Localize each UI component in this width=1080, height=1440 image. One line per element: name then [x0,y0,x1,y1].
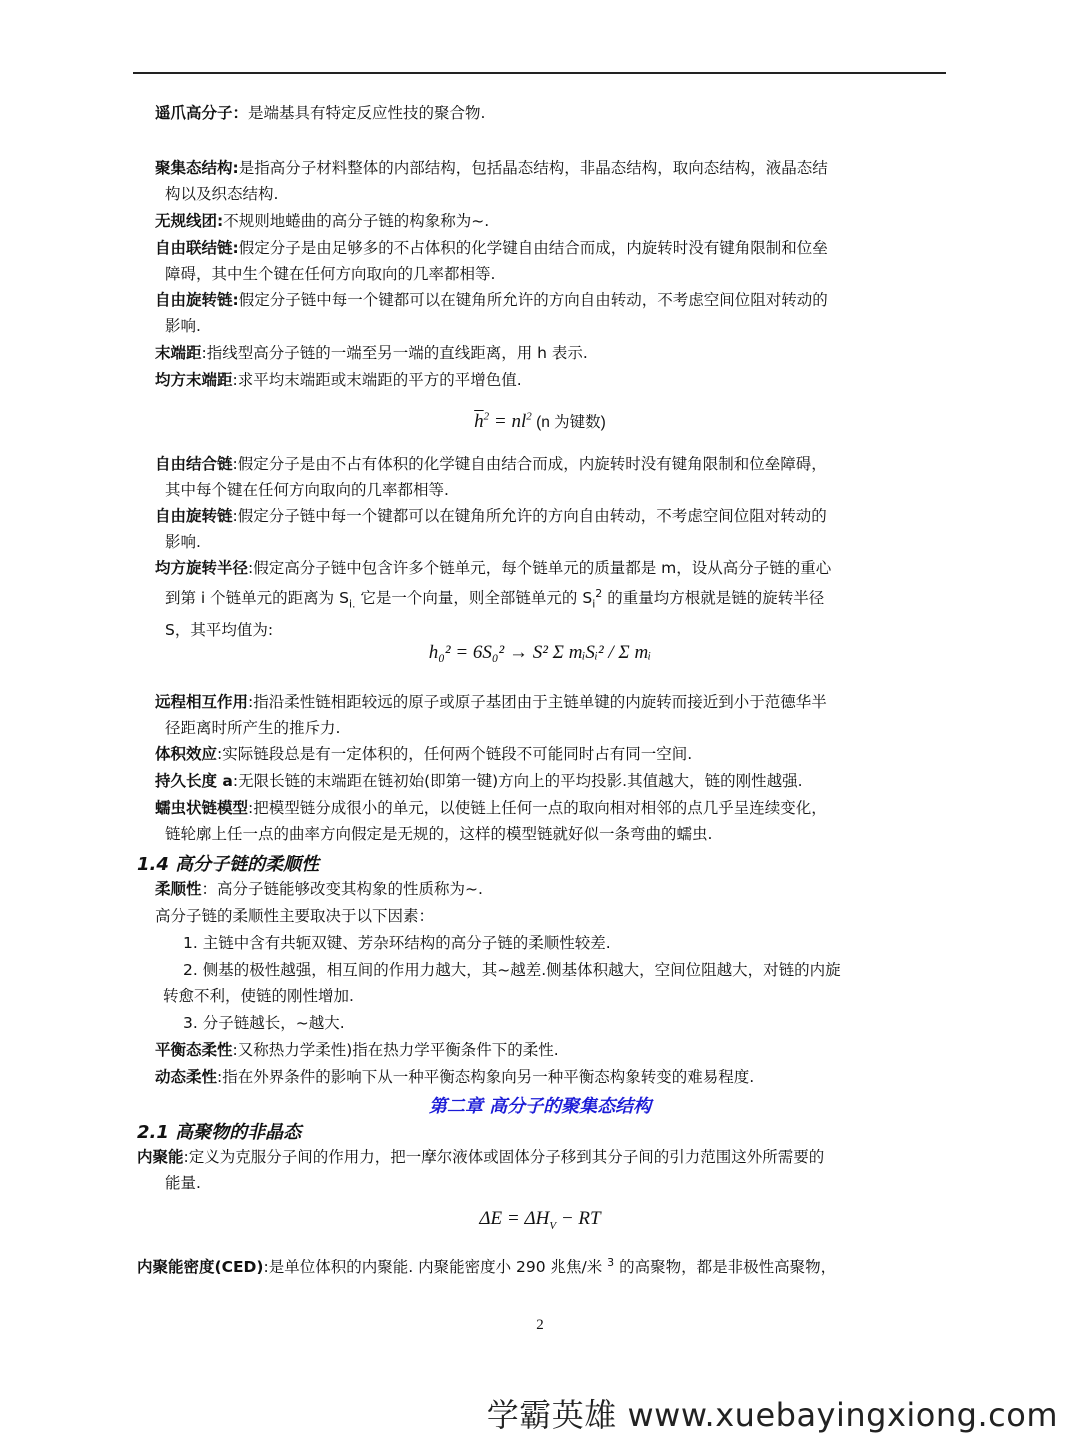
formula-radius: h₀² = 6S₀² → S² Σ mᵢSᵢ² / Σ mᵢ [428,642,652,663]
formula-cohesive-energy: $\Delta E = \Delta H_V$ − RT [479,1208,601,1232]
entry-telechelic: 遥爪高分子：是端基具有特定反应性技的聚合物. [155,104,486,122]
entry-aggregate-structure: 聚集态结构:是指高分子材料整体的内部结构，包括晶态结构，非晶态结构，取向态结构，液晶态结 构以及织态结构. [155,159,828,203]
flex-item-3: 3. 分子链越长，~越大. [183,1014,345,1032]
entry-radius-of-gyration: 均方旋转半径:假定高分子链中包含许多个链单元，每个链单元的质量都是 m，设从高分子链的重心 到第 i 个链单元的距离为 $S_{i.}$ 它是一个向量，则全部链单元的 $S_i^2$ 的重量均方根就是链的旋转半径 S，其平均值为: [155,559,832,640]
section-heading-1-4: 1.4 高分子链的柔顺性 [137,854,320,875]
entry-free-rotation-2: 自由旋转链:假定分子链中每一个键都可以在键角所允许的方向自由转动，不考虑空间位阻对转动的 影响. [155,507,827,551]
entry-flexibility: 柔顺性：高分子链能够改变其构象的性质称为~. [155,880,483,898]
entry-cohesive-energy: 内聚能:定义为克服分子间的作用力，把一摩尔液体或固体分子移到其分子间的引力范围这外所需要的 能量. [137,1148,825,1192]
flex-item-2: 2. 侧基的极性越强，相互间的作用力越大，其~越差.侧基体积越大，空间位阻越大，对链的内旋 [183,961,841,979]
entry-ced: 内聚能密度(CED):是单位体积的内聚能. 内聚能密度小 290 兆焦/米 $^3$ 的高聚物，都是非极性高聚物， [137,1256,837,1277]
entry-long-range: 远程相互作用:指沿柔性链相距较远的原子或原子基团由于主链单键的内旋转而接近到小于范德华半 径距离时所产生的推斥力. [155,693,827,737]
flex-item-2-cont: 转愈不利，使链的刚性增加. [163,987,354,1005]
entry-equilibrium-flex: 平衡态柔性:又称热力学柔性)指在热力学平衡条件下的柔性. [155,1041,559,1059]
header-rule [133,72,946,74]
section-heading-2-1: 2.1 高聚物的非晶态 [137,1122,302,1143]
page-number: 2 [536,1317,544,1333]
entry-volume-effect: 体积效应:实际链段总是有一定体积的，任何两个链段不可能同时占有同一空间. [155,745,693,763]
entry-mean-square-end: 均方末端距:求平均末端距或末端距的平方的平增色值. [155,371,522,389]
flex-intro: 高分子链的柔顺性主要取决于以下因素： [155,907,435,925]
entry-random-coil: 无规线团:不规则地蜷曲的高分子链的构象称为~. [155,212,490,230]
entry-freely-jointed-2: 自由结合链:假定分子是由不占有体积的化学键自由结合而成，内旋转时没有键角限制和位垒障碍， 其中每个键在任何方向取向的几率都相等. [155,455,827,499]
formula-end-distance: $\overline{h}^2 = nl^2$ (n 为键数) [474,410,606,432]
entry-wormlike-chain: 蠕虫状链模型:把模型链分成很小的单元，以使链上任何一点的取向相对相邻的点几乎呈连续变化， 链轮廓上任一点的曲率方向假定是无规的，这样的模型链就好似一条弯曲的蠕虫. [155,799,827,843]
entry-end-distance: 末端距:指线型高分子链的一端至另一端的直线距离，用 h 表示. [155,344,588,362]
flex-item-1: 1. 主链中含有共轭双键、芳杂环结构的高分子链的柔顺性较差. [183,934,611,952]
entry-dynamic-flex: 动态柔性:指在外界条件的影响下从一种平衡态构象向另一种平衡态构象转变的难易程度. [155,1068,755,1086]
entry-freely-jointed: 自由联结链:假定分子是由足够多的不占体积的化学键自由结合而成，内旋转时没有键角限制和位垒 障碍，其中生个键在任何方向取向的几率都相等. [155,239,828,283]
entry-free-rotation: 自由旋转链:假定分子链中每一个键都可以在键角所允许的方向自由转动，不考虑空间位阻对转动的 影响. [155,291,828,335]
entry-persistence-length: 持久长度 a:无限长链的末端距在链初始(即第一键)方向上的平均投影.其值越大，链的刚性越强. [155,772,803,790]
chapter-title: 第二章 高分子的聚集态结构 [428,1096,652,1117]
watermark: 学霸英雄 www.xuebayingxiong.com [486,1396,1058,1434]
